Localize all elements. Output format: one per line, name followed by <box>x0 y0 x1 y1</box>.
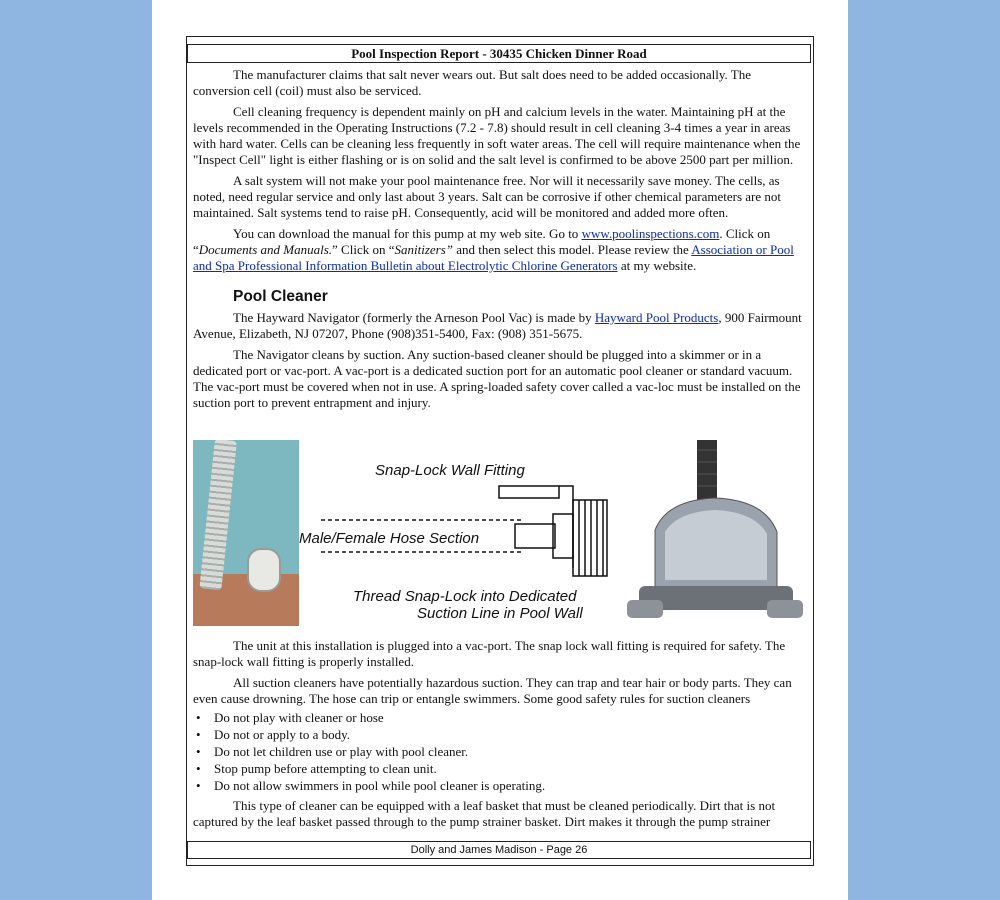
download-text-2: . Click on “ <box>193 226 771 257</box>
label-snap-lock-fitting: Snap-Lock Wall Fitting <box>375 462 525 479</box>
poolinspections-link[interactable]: www.poolinspections.com <box>581 226 720 241</box>
list-item: • Do not play with cleaner or hose <box>193 709 805 726</box>
paragraph-salt-wear: The manufacturer claims that salt never wears out. But salt does need to be added occasionally. The conversion cell (coil) must also be serviced. <box>193 67 752 98</box>
navigator-cleaner-photo <box>627 440 803 626</box>
report-body <box>193 67 805 835</box>
label-thread-snap-lock: Thread Snap-Lock into Dedicated <box>353 588 577 605</box>
navigator-text-2: , 900 Fairmount Avenue, Elizabeth, NJ 07207, Phone (908)351-5400, Fax: (908) 351-5675. <box>193 310 802 341</box>
page-frame <box>186 36 814 866</box>
download-text-1: You can download the manual for this pump at my web site. Go to <box>233 226 582 241</box>
paragraph-salt-system: A salt system will not make your pool maintenance free. Nor will it necessarily save money. The cells, as noted, need regular service and only last about 3 years. Salt can be corrosive if other chemical parameters are not maintained. Salt systems tend to raise pH. Consequently, acid will be monitored and added more often. <box>193 173 782 220</box>
paragraph-vac-port: The unit at this installation is plugged into a vac-port. The snap lock wall fitting is required for safety. The snap-lock wall fitting is properly installed. <box>193 638 786 669</box>
paragraph-cell-cleaning: Cell cleaning frequency is dependent mainly on pH and calcium levels in the water. Maintaining pH at the levels recommended in the Operating Instructions (7.2 - 7.8) should result in cell cleaning 3-4 times a year in areas with hard water. Cells can be cleaning less frequently in soft water areas. The cell will require maintenance when the "Inspect Cell" light is either flashing or is on solid and the salt level is confirmed to be above 2500 part per million. <box>193 104 801 167</box>
hayward-link[interactable]: Hayward Pool Products <box>594 310 719 325</box>
report-footer: Dolly and James Madison - Page 26 <box>187 841 811 859</box>
download-text-5: at my website. <box>617 258 697 273</box>
safety-rules-list <box>193 709 805 794</box>
report-page <box>152 0 848 900</box>
paragraph-hazard: All suction cleaners have potentially hazardous suction. They can trap and tear hair or body parts. They can even cause drowning. The hose can trip or entangle swimmers. Some good safety rules for suction cleaners <box>193 675 792 706</box>
label-suction-line: Suction Line in Pool Wall <box>417 605 583 622</box>
label-hose-section: Male/Female Hose Section <box>299 530 480 547</box>
paragraph-download <box>193 226 805 274</box>
list-item: • Do not or apply to a body. <box>193 726 805 743</box>
list-item: • Do not let children use or play with pool cleaner. <box>193 743 805 760</box>
list-item: • Stop pump before attempting to clean unit. <box>193 760 805 777</box>
vac-loc-cover-icon <box>247 548 281 592</box>
pool-cleaner-icon <box>627 440 803 626</box>
hose-icon <box>199 440 237 590</box>
report-header: Pool Inspection Report - 30435 Chicken Dinner Road <box>187 44 811 63</box>
navigator-text-1: The Hayward Navigator (formerly the Arneson Pool Vac) is made by <box>233 310 595 325</box>
hose-wall-photo <box>193 440 299 626</box>
cleaner-figure <box>193 440 805 626</box>
download-text-4: and then select this model. Please review the <box>453 242 692 257</box>
snap-lock-diagram <box>299 448 633 626</box>
section-heading-pool-cleaner: Pool Cleaner <box>233 288 328 305</box>
download-text-3: ” Click on “ <box>332 242 395 257</box>
paragraph-leaf-basket: This type of cleaner can be equipped with a leaf basket that must be cleaned periodically. Dirt that is not captured by the leaf basket passed through to the pump strainer basket. Dirt makes it through the pump strainer <box>193 798 776 829</box>
list-item: • Do not allow swimmers in pool while pool cleaner is operating. <box>193 777 805 794</box>
paragraph-suction: The Navigator cleans by suction. Any suction-based cleaner should be plugged into a skimmer or in a dedicated port or vac-port. A vac-port is a dedicated suction port for an automatic pool cleaner or standard vacuum. The vac-port must be covered when not in use. A spring-loaded safety cover called a vac-loc must be installed on the suction port to prevent entrapment and injury. <box>193 347 801 410</box>
documents-manuals-text: Documents and Manuals. <box>198 242 333 257</box>
sanitizers-text: Sanitizers” <box>394 242 454 257</box>
paragraph-navigator <box>193 310 805 342</box>
bulletin-link[interactable]: Association or Pool and Spa Professional Information Bulletin about Electrolytic Chlorine Generators <box>193 242 794 273</box>
